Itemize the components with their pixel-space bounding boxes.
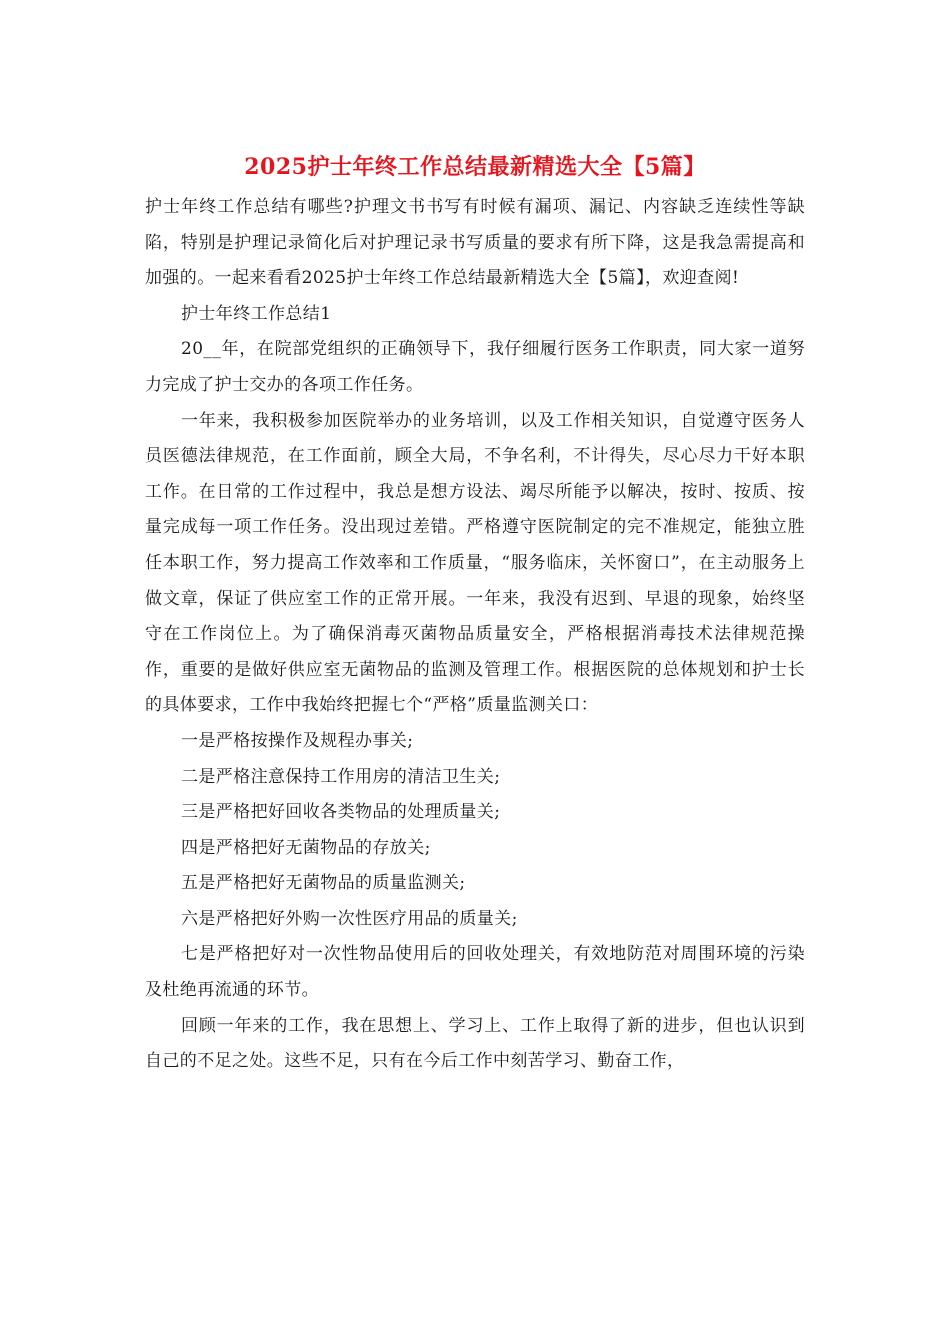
section-heading: 护士年终工作总结1	[181, 303, 332, 324]
document-page	[145, 150, 805, 1080]
list-item-7: 七是严格把好对一次性物品使用后的回收处理关，有效地防范对周围环境的污染及杜绝再流通的环节。	[145, 944, 805, 1001]
body-paragraph-1: 20__年，在院部党组织的正确领导下，我仔细履行医务工作职责，同大家一道努力完成了护士交办的各项工作任务。	[145, 339, 805, 395]
list-item-5: 五是严格把好无菌物品的质量监测关;	[181, 873, 466, 894]
list-item-6: 六是严格把好外购一次性医疗用品的质量关;	[181, 908, 518, 929]
list-item-2: 二是严格注意保持工作用房的清洁卫生关;	[181, 766, 501, 787]
list-item-1: 一是严格按操作及规程办事关;	[181, 730, 414, 751]
document-title: 2025护士年终工作总结最新精选大全【5篇】	[244, 154, 706, 180]
body-paragraph-2: 一年来，我积极参加医院举办的业务培训，以及工作相关知识，自觉遵守医务人员医德法律规范，在工作面前，顾全大局，不争名利，不计得失，尽心尽力干好本职工作。在日常的工作过程中，我总是想方设法、竭尽所能予以解决，按时、按质、按量完成每一项工作任务。没出现过差错。严格遵守医院制定的完不准规定，能独立胜任本职工作，努力提高工作效率和工作质量，“服务临床，关怀窗口”，在主动服务上做文章，保证了供应室工作的正常开展。一年来，我没有迟到、早退的现象，始终坚守在工作岗位上。为了确保消毒灭菌物品质量安全，严格根据消毒技术法律规范操作，重要的是做好供应室无菌物品的监测及管理工作。根据医院的总体规划和护士长的具体要求，工作中我始终把握七个“严格”质量监测关口：	[145, 410, 805, 716]
list-item-4: 四是严格把好无菌物品的存放关;	[181, 837, 431, 858]
intro-paragraph: 护士年终工作总结有哪些?护理文书书写有时候有漏项、漏记、内容缺乏连续性等缺陷，特别是护理记录简化后对护理记录书写质量的要求有所下降，这是我急需提高和加强的。一起来看看2025护士年终工作总结最新精选大全【5篇】，欢迎查阅!	[145, 197, 805, 289]
body-paragraph-3: 回顾一年来的工作，我在思想上、学习上、工作上取得了新的进步，但也认识到自己的不足之处。这些不足，只有在今后工作中刻苦学习、勤奋工作，	[145, 1015, 805, 1072]
list-item-3: 三是严格把好回收各类物品的处理质量关;	[181, 802, 501, 823]
